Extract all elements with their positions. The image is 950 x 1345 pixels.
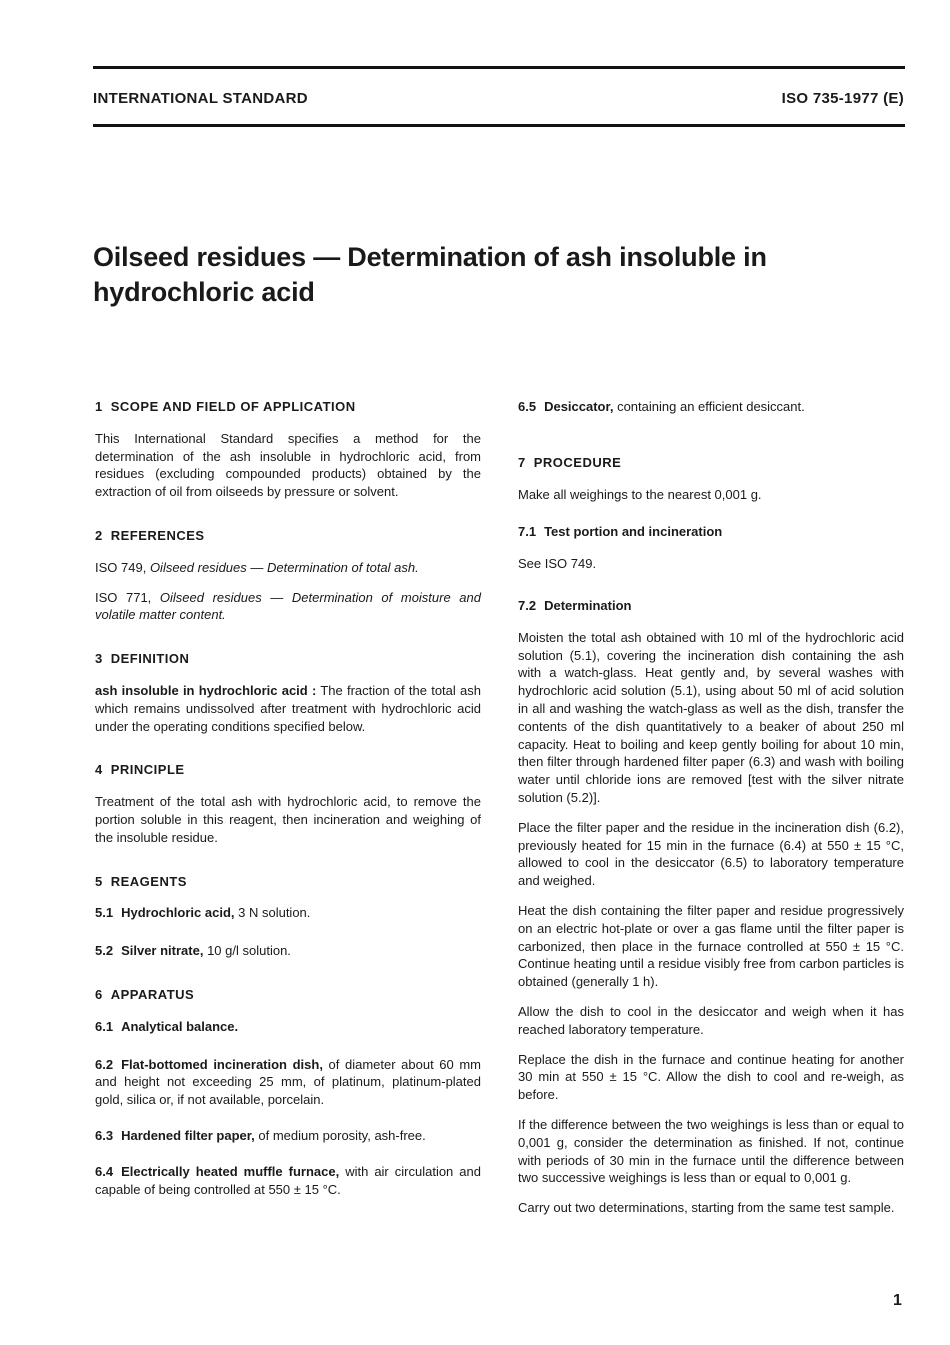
reagent-item: 5.1 Hydrochloric acid, 3 N solution. bbox=[95, 905, 311, 921]
header-bottom-rule bbox=[93, 124, 905, 127]
right-column bbox=[518, 398, 904, 1229]
determination-paragraph: Heat the dish containing the filter paper and residue progressively on an electric hot-plate or over a gas flame until the filter paper is carbonized, then place in the furnace controlled at 550 ± 15 °C. Continue heating until a residue visibly free from carbon particles is obtained (generally 1 h). bbox=[518, 902, 904, 990]
section-reagents bbox=[95, 873, 481, 960]
section-text: This International Standard specifies a method for the determination of the ash insoluble in hydrochloric acid, from residues (excluding compounded products) obtained by the extraction of oil from oilseeds by pressure or solvent. bbox=[95, 430, 481, 500]
apparatus-item: 6.1 Analytical balance. bbox=[95, 1018, 239, 1034]
section-heading: 2 REFERENCES bbox=[95, 527, 205, 543]
determination-paragraph: Allow the dish to cool in the desiccator and weigh when it has reached laboratory temperature. bbox=[518, 1003, 904, 1037]
reference-iso-749: ISO 749, Oilseed residues — Determination of total ash. bbox=[95, 559, 419, 575]
determination-paragraph: Moisten the total ash obtained with 10 ml of the hydrochloric acid solution (5.1), covering the incineration dish containing the ash with a watch-glass. Heat gently and, by several washes with hydrochloric acid solution (5.1), using about 50 ml of acid solution in all and washing the watch-glass as well as the dish, transfer the contents of the dish quantitatively to a beaker of about 250 ml capacity. Heat to boiling and keep gently boiling for about 10 min, then filter through hardened filter paper (6.3) and wash with boiling water until chloride ions are removed [test with the silver nitrate solution (5.2)]. bbox=[518, 629, 904, 805]
section-heading: 1 SCOPE AND FIELD OF APPLICATION bbox=[95, 399, 356, 414]
reagent-item: 5.2 Silver nitrate, 10 g/l solution. bbox=[95, 943, 291, 959]
document-title bbox=[93, 240, 893, 310]
section-heading: 4 PRINCIPLE bbox=[95, 762, 185, 778]
reference-iso-771: ISO 771, Oilseed residues — Determination of moisture and volatile matter content. bbox=[95, 589, 481, 623]
apparatus-item-desiccator: 6.5 Desiccator, containing an efficient desiccant. bbox=[518, 399, 805, 414]
section-definition bbox=[95, 650, 481, 735]
subsection-text: See ISO 749. bbox=[518, 556, 597, 572]
subsection-heading: 7.1 Test portion and incineration bbox=[518, 524, 723, 540]
left-column bbox=[95, 398, 481, 1210]
apparatus-item: 6.2 Flat-bottomed incineration dish, of diameter about 60 mm and height not exceeding 25 mm, of platinum, platinum-plated gold, silica or, if not available, porcelain. bbox=[95, 1056, 481, 1108]
determination-paragraph: Replace the dish in the furnace and continue heating for another 30 min at 550 ± 15 °C. Allow the dish to cool and re-weigh, as before. bbox=[518, 1051, 904, 1103]
apparatus-item: 6.4 Electrically heated muffle furnace, with air circulation and capable of being controlled at 550 ± 15 °C. bbox=[95, 1163, 481, 1197]
title-line-1: Oilseed residues — Determination of ash insoluble in bbox=[93, 242, 767, 272]
section-references bbox=[95, 527, 481, 624]
section-heading: 3 DEFINITION bbox=[95, 651, 190, 667]
header-top-rule bbox=[93, 66, 905, 69]
subsection-heading: 7.2 Determination bbox=[518, 597, 632, 613]
apparatus-item: 6.3 Hardened filter paper, of medium porosity, ash-free. bbox=[95, 1127, 426, 1143]
determination-paragraph: Place the filter paper and the residue in the incineration dish (6.2), previously heated for 15 min in the furnace (6.4) at 550 ± 15 °C, allowed to cool in the desiccator (6.5) to laboratory temperature and weighed. bbox=[518, 819, 904, 889]
determination-paragraph: If the difference between the two weighings is less than or equal to 0,001 g, consider the determination as finished. If not, continue with periods of 30 min in the furnace until the difference between two successive weighings is less than or equal to 0,001 g. bbox=[518, 1116, 904, 1186]
standard-reference: ISO 735-1977 (E) bbox=[781, 90, 904, 107]
section-scope bbox=[95, 398, 481, 501]
section-procedure bbox=[518, 454, 904, 1217]
section-heading: 7 PROCEDURE bbox=[518, 454, 622, 470]
page-number: 1 bbox=[893, 1292, 902, 1309]
section-text: Treatment of the total ash with hydrochloric acid, to remove the portion soluble in this reagent, then incineration and weighing of the insoluble residue. bbox=[95, 794, 481, 845]
document-type-label: INTERNATIONAL STANDARD bbox=[93, 90, 308, 107]
procedure-intro: Make all weighings to the nearest 0,001 g. bbox=[518, 486, 762, 502]
determination-paragraph: Carry out two determinations, starting from the same test sample. bbox=[518, 1200, 895, 1216]
title-line-2: hydrochloric acid bbox=[93, 277, 315, 307]
section-heading: 6 APPARATUS bbox=[95, 986, 195, 1002]
section-apparatus bbox=[95, 986, 481, 1198]
section-heading: 5 REAGENTS bbox=[95, 873, 187, 889]
definition-text: ash insoluble in hydrochloric acid : The fraction of the total ash which remains undissolved after treatment with hydrochloric acid under the operating conditions specified below. bbox=[95, 682, 481, 734]
section-principle bbox=[95, 761, 481, 846]
